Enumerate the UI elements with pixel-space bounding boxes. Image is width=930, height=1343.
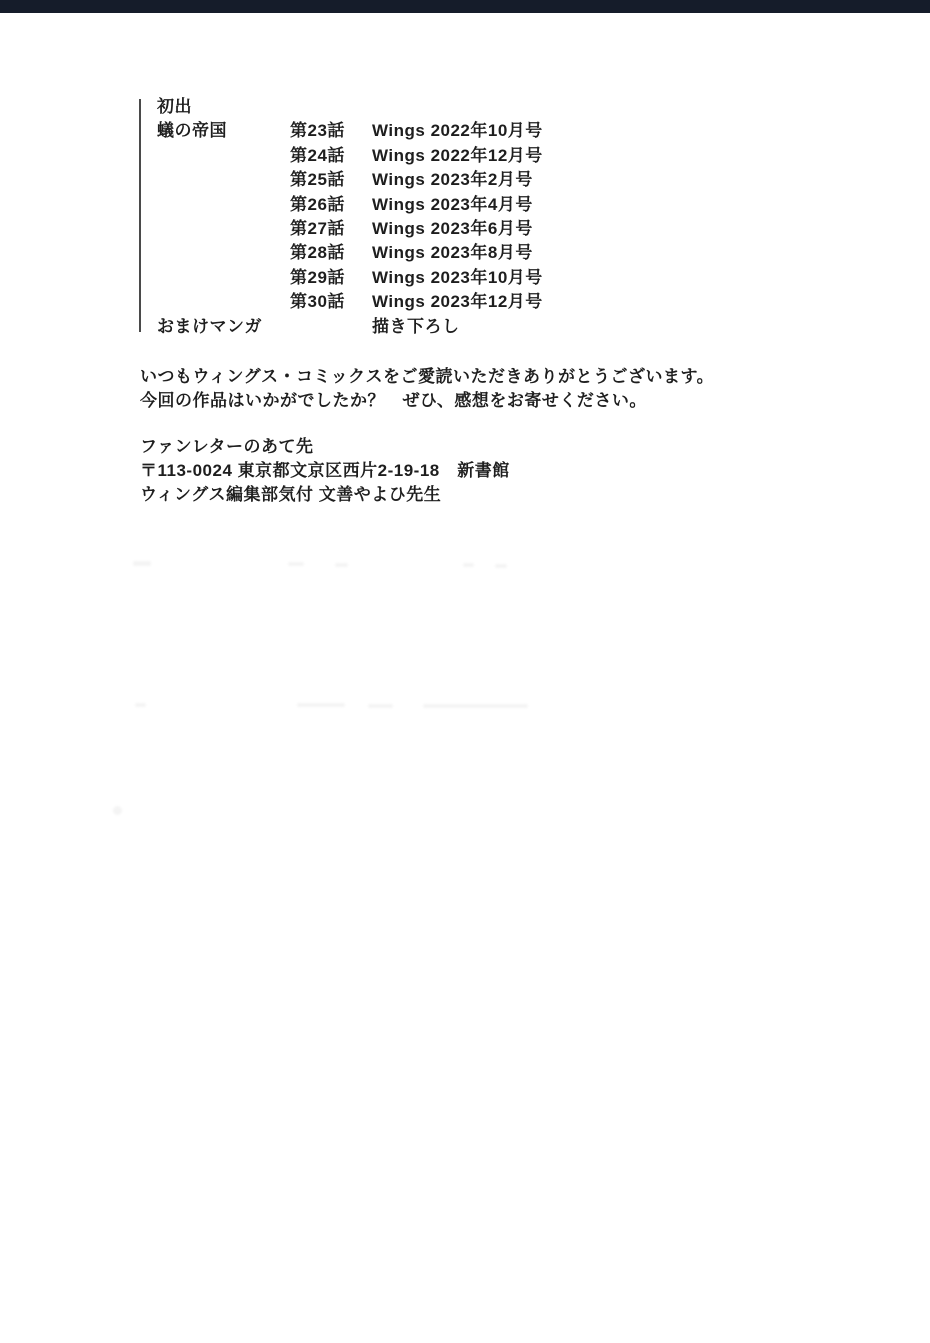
publication-row xyxy=(140,241,610,265)
list-header-row xyxy=(140,95,610,119)
chapter-number: 第28話 xyxy=(290,243,345,263)
fan-letter-recipient: ウィングス編集部気付 文善やよひ先生 xyxy=(140,485,442,504)
ghost-smudge xyxy=(335,563,348,567)
magazine-issue: Wings 2022年12月号 xyxy=(372,145,543,165)
fan-letter-heading: ファンレターのあて先 xyxy=(140,437,314,456)
publication-row xyxy=(140,193,610,217)
chapter-number: 第30話 xyxy=(290,292,345,312)
ghost-smudge xyxy=(133,561,151,566)
magazine-issue: Wings 2023年2月号 xyxy=(372,170,533,190)
first-publication-list xyxy=(140,95,610,339)
reader-message-line2: 今回の作品はいかがでしたか？ ぜひ、感想をお寄せください。 xyxy=(140,391,647,410)
reader-message xyxy=(140,365,714,413)
ghost-smudge xyxy=(113,806,122,815)
magazine-issue: Wings 2023年4月号 xyxy=(372,194,533,214)
magazine-issue: Wings 2023年8月号 xyxy=(372,243,533,263)
publication-row xyxy=(140,119,610,143)
chapter-number: 第24話 xyxy=(290,145,345,165)
ghost-smudge xyxy=(288,562,304,566)
series-title: 蟻の帝国 xyxy=(157,121,227,141)
chapter-number: 第25話 xyxy=(290,170,345,190)
chapter-number: 第29話 xyxy=(290,267,345,287)
ghost-smudge xyxy=(297,703,345,707)
magazine-issue: Wings 2023年12月号 xyxy=(372,292,543,312)
publication-row xyxy=(140,168,610,192)
reader-message-line1: いつもウィングス・コミックスをご愛読いただきありがとうございます。 xyxy=(140,367,715,386)
ghost-smudge xyxy=(368,704,393,708)
ghost-smudge xyxy=(463,563,474,567)
ghost-smudge xyxy=(495,564,507,568)
fan-letter-address: 〒113-0024 東京都文京区西片2-19-18 新書館 xyxy=(140,461,510,480)
ghost-smudge xyxy=(423,704,528,708)
bonus-manga-label: おまけマンガ xyxy=(157,316,262,336)
magazine-issue: Wings 2023年6月号 xyxy=(372,218,533,238)
top-scan-band xyxy=(0,0,930,13)
publication-row xyxy=(140,290,610,314)
fan-letter-block xyxy=(140,435,510,507)
publication-row xyxy=(140,144,610,168)
chapter-number: 第26話 xyxy=(290,194,345,214)
chapter-number: 第23話 xyxy=(290,121,345,141)
bonus-manga-issue: 描き下ろし xyxy=(372,316,460,336)
magazine-issue: Wings 2023年10月号 xyxy=(372,267,543,287)
first-publication-heading: 初出 xyxy=(157,97,192,116)
chapter-number: 第27話 xyxy=(290,218,345,238)
bonus-manga-row xyxy=(140,315,610,339)
ghost-smudge xyxy=(135,703,146,707)
magazine-issue: Wings 2022年10月号 xyxy=(372,121,543,141)
publication-row xyxy=(140,217,610,241)
publication-row xyxy=(140,266,610,290)
